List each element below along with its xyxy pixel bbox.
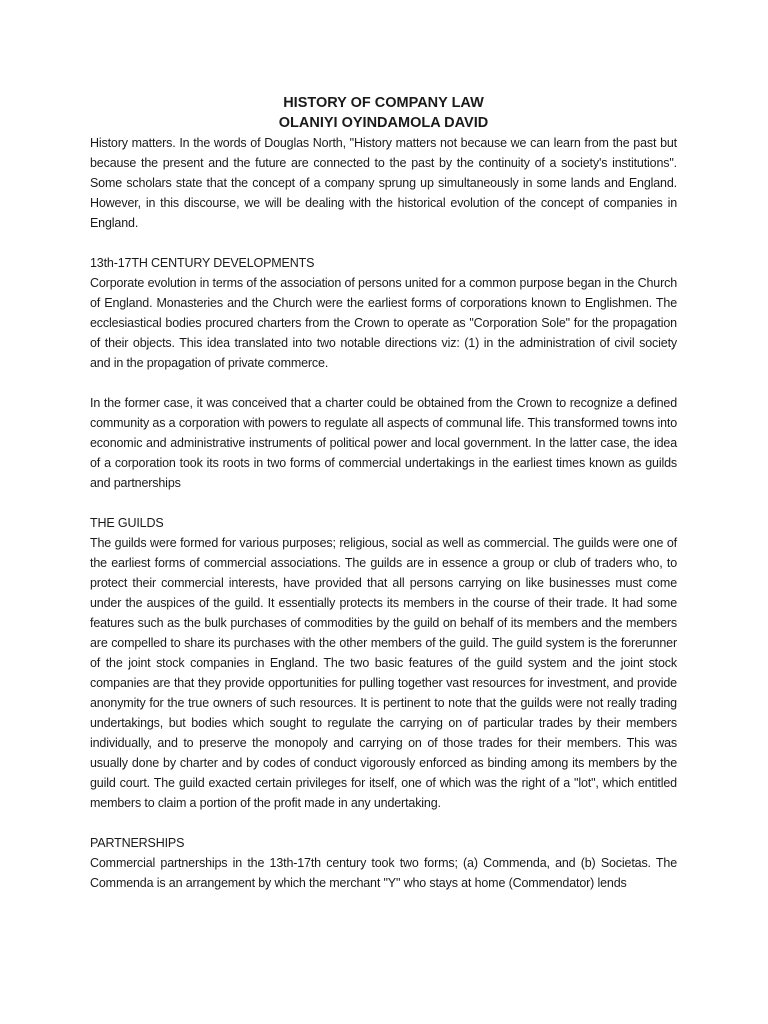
document-page: [90, 93, 677, 893]
intro-paragraph: History matters. In the words of Douglas North, "History matters not because we can learn from the past but because the present and the future are connected to the past by the continuity of a society's institutions". Some scholars state that the concept of a company sprung up simultaneously in some lands and England. However, in this discourse, we will be dealing with the historical evolution of the concept of companies in England.: [90, 136, 677, 230]
developments-paragraph-1: Corporate evolution in terms of the association of persons united for a common purpose began in the Church of England. Monasteries and the Church were the earliest forms of corporations known to Englishmen. The ecclesiastical bodies procured charters from the Crown to operate as "Corporation Sole" for the propagation of their objects. This idea translated into two notable directions viz: (1) in the administration of civil society and in the propagation of private commerce.: [90, 276, 677, 370]
section-heading-partnerships: PARTNERSHIPS: [90, 836, 185, 850]
document-title: HISTORY OF COMPANY LAW: [283, 95, 484, 111]
spacer: [90, 373, 677, 393]
spacer: [90, 233, 677, 253]
section-heading-developments: 13th-17TH CENTURY DEVELOPMENTS: [90, 256, 315, 270]
partnerships-paragraph: Commercial partnerships in the 13th-17th century took two forms; (a) Commenda, and (b) Societas. The Commenda is an arrangement by which the merchant "Y" who stays at home (Commendator) lends: [90, 856, 677, 890]
document-author: OLANIYI OYINDAMOLA DAVID: [278, 115, 489, 131]
guilds-paragraph: The guilds were formed for various purposes; religious, social as well as commercial. The guilds were one of the earliest forms of commercial associations. The guilds are in essence a group or club of traders who, to protect their commercial interests, have provided that all persons carrying on like businesses must come under the auspices of the guild. It essentially protects its members in the course of their trade. It had some features such as the bulk purchases of commodities by the guild on behalf of its members and the members are compelled to share its purchases with the other members of the guild. The guild system is the forerunner of the joint stock companies in England. The two basic features of the guild system and the joint stock companies are that they provide opportunities for pulling together vast resources for investment, and provide anonymity for the true owners of such resources. It is pertinent to note that the guilds were not really trading undertakings, but bodies which sought to regulate the carrying on of particular trades by their members individually, and to preserve the monopoly and carrying on of those trades for their members. This was usually done by charter and by codes of conduct vigorously enforced as binding among its members by the guild court. The guild exacted certain privileges for itself, one of which was the right of a "lot", which entitled members to claim a portion of the profit made in any undertaking.: [90, 536, 677, 810]
spacer: [90, 813, 677, 833]
spacer: [90, 493, 677, 513]
section-heading-guilds: THE GUILDS: [90, 516, 164, 530]
developments-paragraph-2: In the former case, it was conceived that a charter could be obtained from the Crown to recognize a defined community as a corporation with powers to regulate all aspects of communal life. This transformed towns into economic and administrative instruments of political power and local government. In the latter case, the idea of a corporation took its roots in two forms of commercial undertakings in the earliest times known as guilds and partnerships: [90, 396, 677, 490]
